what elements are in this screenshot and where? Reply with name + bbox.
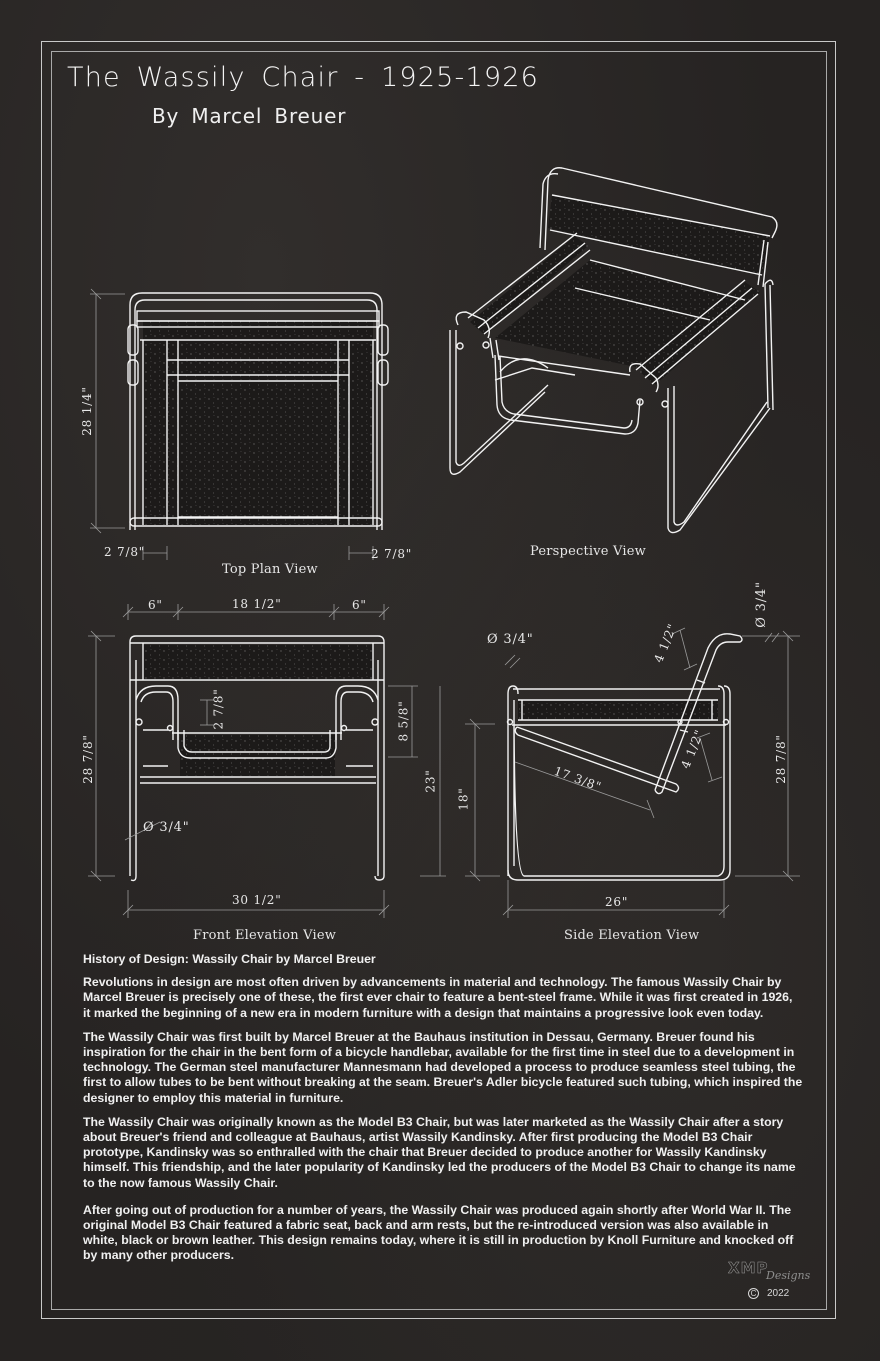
history-paragraph-2: The Wassily Chair was first built by Marcel Breuer at the Bauhaus institution in Dessau, Germany. Breuer found his inspiration for the chair in the bent form of a bicycle handlebar, available for the first time in steel due to a development in technology. The German steel manufacturer Mannesmann had developed a process to produce seamless steel tubing, the first to allow tubes to be bent without breaking at the seam. Breuer's Adler bicycle featured such tubing, which inspired the designer to employ this material in furniture.: [83, 1029, 803, 1105]
history-paragraph-3: The Wassily Chair was originally known as the Model B3 Chair, but was later marketed as the Wassily Chair after a story about Breuer's friend and colleague at Bauhaus, artist Wassily Kandinsky. After first producing the Model B3 Chair prototype, Kandinsky was so enthralled with the chair that Breuer decided to produce another for Wassily Kandinsky himself. This friendship, and the later popularity of Kandinsky led the producers of the Model B3 Chair to change its name to the now famous Wassily Chair.: [83, 1114, 796, 1190]
dim-side-back-lower: 4 1/2": [678, 727, 707, 771]
dim-top-plan-right-arm: 2 7/8": [371, 547, 413, 561]
perspective-drawing: [450, 168, 777, 533]
xmp-logo-designs: Designs: [766, 1269, 811, 1282]
dim-front-height: 28 7/8": [80, 734, 95, 784]
dim-side-tube-diameter-left: Ø 3/4": [487, 632, 534, 647]
dim-side-height: 28 7/8": [773, 734, 788, 784]
dim-front-center: 18 1/2": [232, 597, 282, 611]
copyright-year: 2022: [767, 1288, 790, 1299]
xmp-logo: XMP: [728, 1259, 769, 1277]
front-elevation-view-label: Front Elevation View: [193, 928, 337, 943]
dim-side-seat-height: 18": [456, 787, 471, 811]
dim-side-seat-length: 17 3/8": [552, 763, 604, 795]
dim-front-arm-to-floor: 23": [423, 769, 438, 793]
dim-front-arm-height: 8 5/8": [396, 700, 411, 742]
perspective-view-label: Perspective View: [530, 544, 646, 559]
copyright-notice: [748, 1288, 789, 1299]
dim-side-tube-diameter-right: Ø 3/4": [753, 581, 769, 628]
copyright-icon: C: [748, 1288, 759, 1299]
dim-front-seat-drop: 2 7/8": [211, 688, 226, 730]
dim-side-depth: 26": [605, 895, 629, 909]
dim-side-back-upper: 4 1/2": [651, 621, 680, 665]
dim-front-left: 6": [148, 598, 163, 612]
history-heading: History of Design: Wassily Chair by Marcel Breuer: [83, 952, 376, 966]
top-plan-view-label: Top Plan View: [222, 562, 318, 577]
dim-front-right: 6": [352, 598, 367, 612]
history-section: [83, 952, 803, 1273]
history-paragraph-4: After going out of production for a number of years, the Wassily Chair was produced again shortly after World War II. The original Model B3 Chair featured a fabric seat, back and arm rests, but the re-introduced version was also available in white, black or brown leather. This design remains today, where it is still in production by Knoll Furniture and knocked off by many other producers.: [83, 1202, 794, 1263]
side-elevation-drawing: [508, 634, 743, 880]
top-plan-drawing: [128, 293, 388, 530]
dim-top-plan-depth: 28 1/4": [79, 386, 94, 436]
front-elevation-drawing: [130, 636, 384, 881]
dim-front-tube-diameter: Ø 3/4": [143, 820, 190, 835]
dim-top-plan-left-arm: 2 7/8": [104, 545, 146, 559]
history-paragraph-1: Revolutions in design are most often driven by advancements in material and technology. The famous Wassily Chair by Marcel Breuer is precisely one of these, the first ever chair to feature a bent-steel frame. While it was first created in 1926, it marked the beginning of a new era in modern furniture with a design that maintains a progressive look even today.: [83, 975, 793, 1020]
dim-front-width: 30 1/2": [232, 893, 282, 907]
side-elevation-dimension-lines: [465, 628, 800, 918]
side-elevation-view-label: Side Elevation View: [564, 928, 700, 943]
poster-subtitle: By Marcel Breuer: [152, 104, 347, 128]
poster-title: The Wassily Chair - 1925-1926: [67, 62, 540, 93]
